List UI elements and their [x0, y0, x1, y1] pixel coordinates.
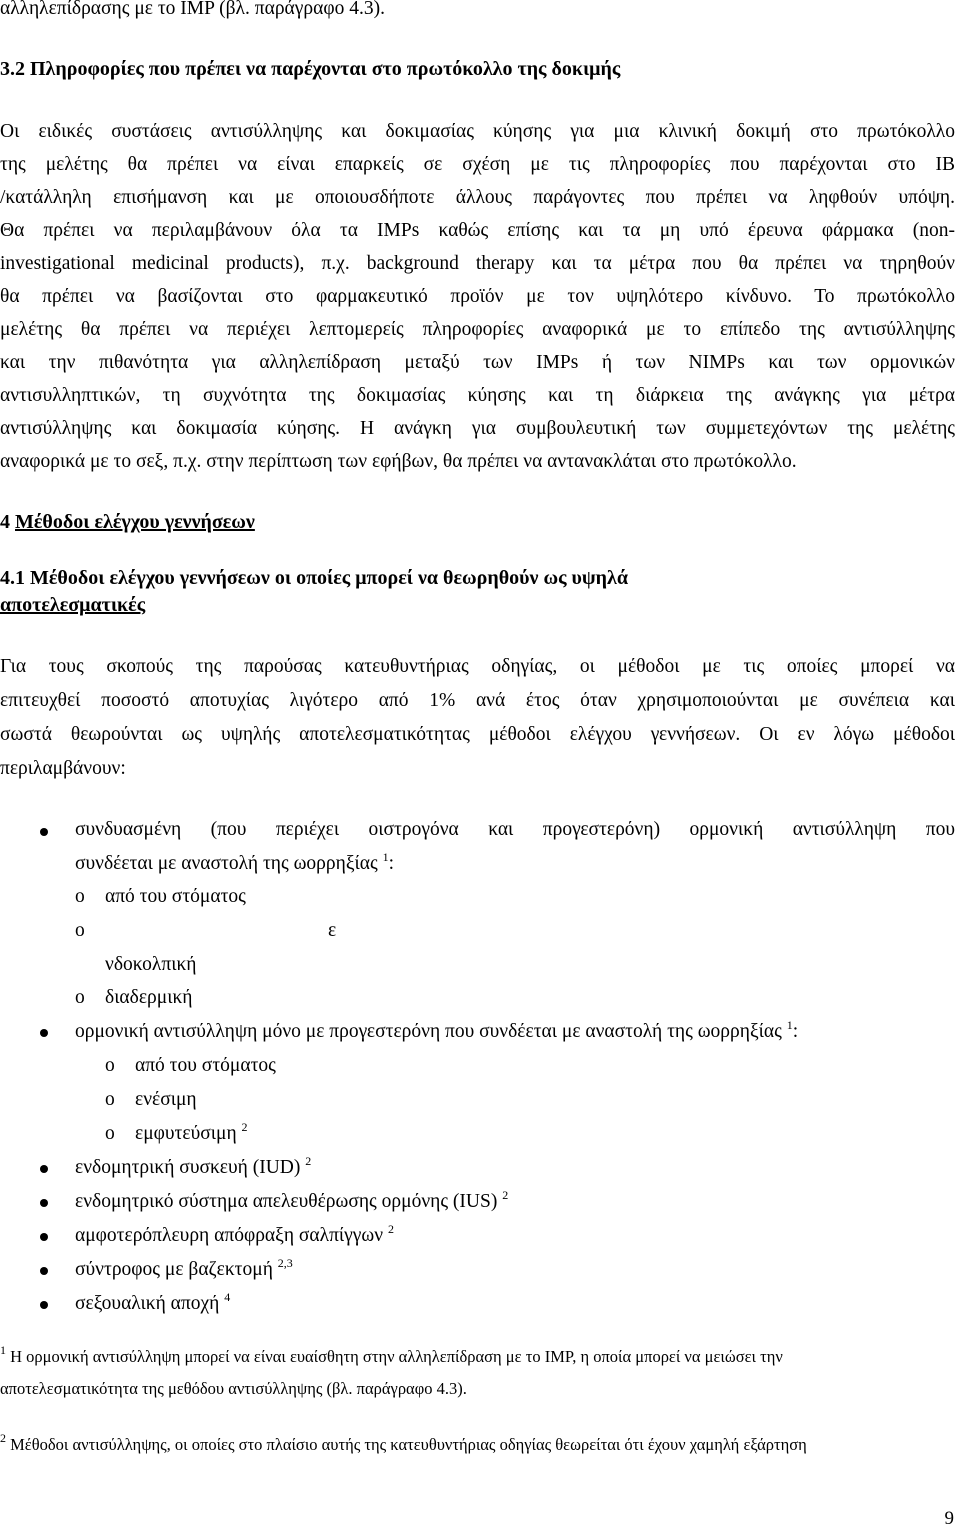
sub-bullet-icon: o [75, 920, 85, 941]
footnote-ref: 4 [224, 1290, 231, 1304]
bullet-icon [40, 1165, 48, 1173]
paragraph-line: θα πρέπει να βασίζονται στο φαρμακευτικό προϊόν με τον υψηλότερο κίνδυνο. Το πρωτόκολλο [0, 286, 955, 307]
sub-bullet-icon: o [75, 886, 85, 907]
paragraph-line: Θα πρέπει να περιλαμβάνουν όλα τα IMPs καθώς επίσης και τα μη υπό έρευνα φάρμακα (non- [0, 220, 955, 241]
sub-bullet-icon: o [105, 1123, 115, 1144]
sub-list-item: από του στόματος [135, 1055, 276, 1076]
section-4-1-title: Μέθοδοι ελέγχου γεννήσεων οι οποίες μπορεί να θεωρηθούν ως υψηλά [30, 567, 629, 589]
footnote-number: 1 [0, 1343, 6, 1357]
footnote-ref: 2 [305, 1154, 312, 1168]
sub-list-item: από του στόματος [105, 886, 246, 907]
paragraph-line: /κατάλληλη επισήμανση και με οποιουσδήποτε άλλους παράγοντες που πρέπει να ληφθούν υπόψη. [0, 187, 955, 208]
bullet-icon [40, 1301, 48, 1309]
bullet-icon [40, 1029, 48, 1037]
footnote-2: $^2$ Μέθοδοι αντισύλληψης, οι οποίες στο πλαίσιο αυτής της κατευθυντήριας οδηγίας θεωρείται ότι έχουν χαμηλή εξάρτηση [0, 1431, 807, 1454]
paragraph-line: αναφορικά με το σεξ, π.χ. στην περίπτωση των εφήβων, θα πρέπει να αντανακλάται στο πρωτόκολλο. [0, 451, 797, 472]
list-item-combined-line2: συνδέεται με αναστολή της ωορρηξίας $^1$: [75, 850, 394, 874]
footnote-ref: 2 [502, 1188, 509, 1202]
sub-bullet-icon: o [105, 1089, 115, 1110]
sub-bullet-icon: o [75, 987, 85, 1008]
footnote-ref: 2 [241, 1120, 248, 1134]
footnote-1: $^1$ Η ορμονική αντισύλληψη μπορεί να είναι ευαίσθητη στην αλληλεπίδραση με το IMP, η οποία μπορεί να μειώσει την [0, 1343, 783, 1366]
sub-list-item: ε [328, 920, 337, 941]
section-4-1-heading [0, 565, 628, 591]
section-4-heading [0, 509, 255, 535]
paragraph-line: περιλαμβάνουν: [0, 758, 126, 779]
section-4-1-title-line2: αποτελεσματικές [0, 594, 146, 616]
paragraph-line: μελέτης θα πρέπει να περιέχει λεπτομερείς πληροφορίες αναφορικά με το επίπεδο της αντισύλληψης [0, 319, 955, 340]
paragraph-line: επιτευχθεί ποσοστό αποτυχίας λιγότερο από 1% ανά έτος όταν χρησιμοποιούνται με συνέπεια και [0, 690, 955, 711]
paragraph-line: σωστά θεωρούνται ως υψηλής αποτελεσματικότητας μέθοδοι ελέγχου γεννήσεων. Οι εν λόγω μέθοδοι [0, 724, 955, 745]
list-item-combined-line1: συνδυασμένη (που περιέχει οιστρογόνα και προγεστερόνη) ορμονική αντισύλληψη που [75, 819, 955, 840]
page-number: 9 [944, 1508, 954, 1529]
list-item: ενδομητρικό σύστημα απελευθέρωσης ορμόνης (IUS) $^2$ [75, 1188, 509, 1212]
paragraph-line: αντισυλληπτικών, τη συχνότητα της δοκιμασίας κύησης και τη διάρκεια της ανάγκης για μέτρα [0, 385, 955, 406]
list-item: σεξουαλική αποχή $^4$ [75, 1290, 231, 1314]
paragraph-line: Οι ειδικές συστάσεις αντισύλληψης και δοκιμασίας κύησης για μια κλινική δοκιμή στο πρωτόκολλο [0, 121, 955, 142]
footnote-ref: 2,3 [277, 1256, 293, 1270]
sub-list-item: νδοκολπική [105, 954, 197, 975]
sub-list-item: ενέσιμη [135, 1089, 197, 1110]
list-item: σύντροφος με βαζεκτομή $^{2,3}$ [75, 1256, 293, 1280]
paragraph-line: αντισύλληψης και δοκιμασία κύησης. Η ανάγκη για συμβουλευτική των συμμετεχόντων της μελέτης [0, 418, 955, 439]
sub-list-item: εμφυτεύσιμη $^2$ [135, 1120, 248, 1144]
section-4-1-number: 4.1 [0, 567, 25, 589]
footnote-number: 2 [0, 1431, 6, 1445]
bullet-icon [40, 1233, 48, 1241]
list-item: ενδομητρική συσκευή (IUD) $^2$ [75, 1154, 312, 1178]
section-4-title: Μέθοδοι ελέγχου γεννήσεων [15, 511, 255, 533]
paragraph-line: της μελέτης θα πρέπει να είναι επαρκείς σε σχέση με τις πληροφορίες που παρέχονται στο IB [0, 154, 955, 175]
bullet-icon [40, 1267, 48, 1275]
footnote-ref: 2 [387, 1222, 394, 1236]
bullet-icon [40, 828, 48, 836]
paragraph-line: Για τους σκοπούς της παρούσας κατευθυντήριας οδηγίας, οι μέθοδοι με τις οποίες μπορεί να [0, 656, 955, 677]
section-3-2-heading: 3.2 Πληροφορίες που πρέπει να παρέχονται στο πρωτόκολλο της δοκιμής [0, 58, 621, 80]
sub-bullet-icon: o [105, 1055, 115, 1076]
footnote-ref: 1 [786, 1018, 793, 1032]
footnote-ref: 1 [382, 850, 389, 864]
section-4-number: 4 [0, 511, 10, 533]
list-item: αμφοτερόπλευρη απόφραξη σαλπίγγων $^2$ [75, 1222, 394, 1246]
footnote-1-line2: αποτελεσματικότητα της μεθόδου αντισύλληψης (βλ. παράγραφο 4.3). [0, 1379, 467, 1398]
bullet-icon [40, 1199, 48, 1207]
paragraph-line: investigational medicinal products), π.χ. background therapy και τα μέτρα που θα πρέπει να τηρηθούν [0, 253, 955, 274]
intro-line: αλληλεπίδρασης με το IMP (βλ. παράγραφο 4.3). [0, 0, 385, 19]
sub-list-item: διαδερμική [105, 987, 193, 1008]
list-item-progestogen: ορμονική αντισύλληψη μόνο με προγεστερόνη που συνδέεται με αναστολή της ωορρηξίας $^1$: [75, 1018, 799, 1042]
paragraph-line: και την πιθανότητα για αλληλεπίδραση μεταξύ των IMPs ή των NIMPs και των ορμονικών [0, 352, 955, 373]
